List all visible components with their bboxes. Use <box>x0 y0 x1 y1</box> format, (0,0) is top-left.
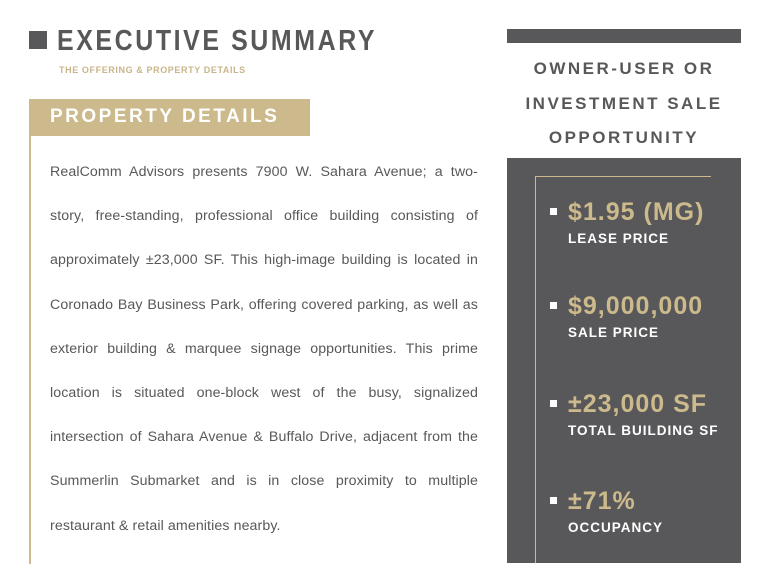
bullet-square-icon <box>550 400 557 407</box>
stat-label: OCCUPANCY <box>568 520 664 535</box>
stat-label: TOTAL BUILDING SF <box>568 423 719 438</box>
section-divider <box>29 136 31 564</box>
property-description: RealComm Advisors presents 7900 W. Sahara Avenue; a two-story, free-standing, professional office building consisting of approximately ±23,000 SF. This high-image building is located in Coronado Bay Business Park, offering covered parking, as well as exterior building & marquee signage opportunities. This prime location is situated one-block west of the busy, signalized intersection of Sahara Avenue & Buffalo Drive, adjacent from the Summerlin Submarket and is in close proximity to multiple restaurant & retail amenities nearby. <box>50 164 478 534</box>
opportunity-headline <box>507 52 741 156</box>
opportunity-line-2: INVESTMENT SALE <box>525 93 723 113</box>
opportunity-line-3: OPPORTUNITY <box>548 128 700 147</box>
stat-value: $9,000,000 <box>568 292 704 320</box>
stat-value: ±71% <box>568 487 636 515</box>
stat-label: LEASE PRICE <box>568 231 670 246</box>
title-square-icon <box>29 31 47 49</box>
bullet-square-icon <box>550 302 557 309</box>
bullet-square-icon <box>550 497 557 504</box>
stat-value: $1.95 (MG) <box>568 198 705 226</box>
panel-top-bar <box>507 29 741 43</box>
stat-label: SALE PRICE <box>568 325 660 340</box>
opportunity-line-1: OWNER-USER OR <box>533 59 715 78</box>
panel-rule-left <box>535 176 536 563</box>
panel-rule-top <box>535 176 711 177</box>
section-title: PROPERTY DETAILS <box>50 106 280 127</box>
page-subtitle: THE OFFERING & PROPERTY DETAILS <box>59 65 246 75</box>
page-title: EXECUTIVE SUMMARY <box>57 25 378 57</box>
stat-value: ±23,000 SF <box>568 390 708 418</box>
bullet-square-icon <box>550 208 557 215</box>
